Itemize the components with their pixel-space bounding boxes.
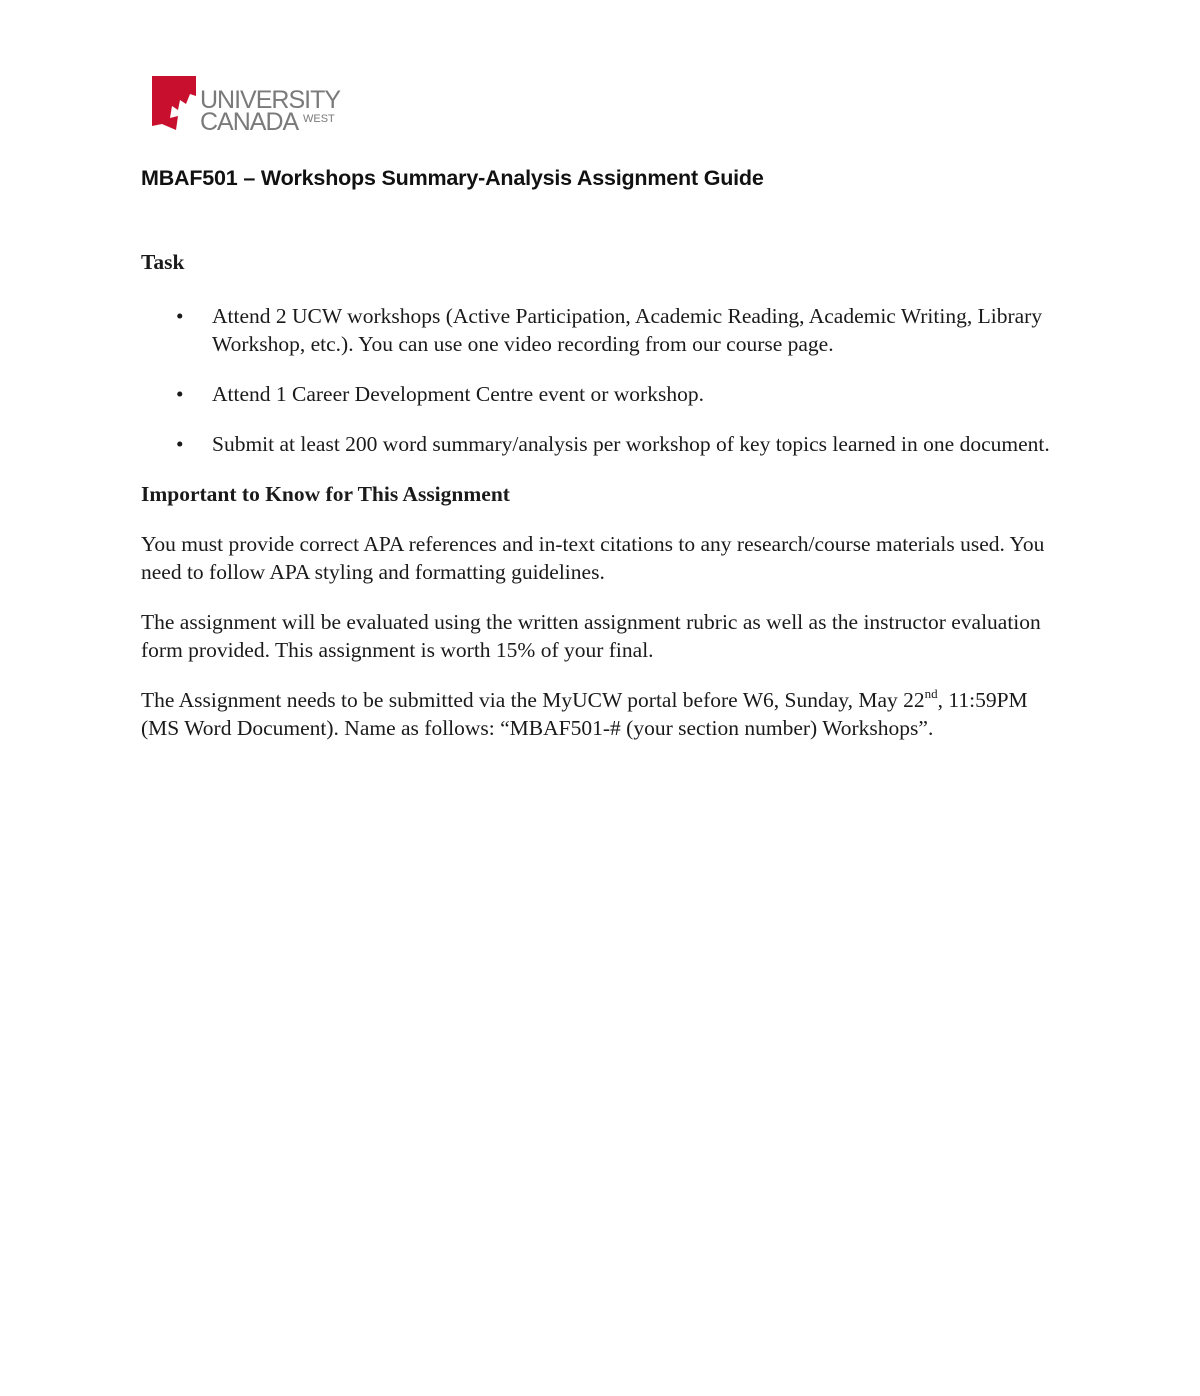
date-ordinal-suffix: nd [924, 686, 938, 701]
submission-text-start: The Assignment needs to be submitted via the MyUCW portal before W6, Sunday, May 22 [141, 688, 925, 712]
list-item [141, 430, 1061, 458]
list-item [141, 302, 1061, 358]
submission-text-end: , 11:59PM (MS Word Document). Name as follows: “MBAF501-# (your section number) Workshops”. [141, 688, 1028, 740]
logo-name-suffix: WEST [303, 113, 335, 125]
logo-name-line2: CANADA [200, 108, 299, 134]
logo-name-line1: UNIVERSITY [200, 86, 341, 114]
bullet-icon: • [176, 382, 184, 406]
task-list [141, 302, 1061, 458]
bullet-icon: • [176, 432, 184, 456]
task-heading: Task [141, 250, 185, 274]
document-body [141, 248, 1061, 742]
task-item-text: Attend 1 Career Development Centre event or workshop. [212, 382, 704, 406]
task-item-text: Attend 2 UCW workshops (Active Participation, Academic Reading, Academic Writing, Library Workshop, etc.). You can use one video recording from our course page. [212, 304, 1043, 356]
task-item-text: Submit at least 200 word summary/analysis per workshop of key topics learned in one document. [212, 432, 1050, 456]
maple-leaf-icon [152, 76, 196, 130]
important-heading: Important to Know for This Assignment [141, 482, 510, 506]
university-logo [150, 74, 350, 134]
apa-paragraph: You must provide correct APA references and in-text citations to any research/course materials used. You need to follow APA styling and formatting guidelines. [141, 532, 1045, 584]
document-title: MBAF501 – Workshops Summary-Analysis Assignment Guide [141, 166, 764, 190]
bullet-icon: • [176, 304, 184, 328]
evaluation-paragraph: The assignment will be evaluated using the written assignment rubric as well as the instructor evaluation form provided. This assignment is worth 15% of your final. [141, 610, 1041, 662]
submission-paragraph [141, 686, 1061, 742]
list-item [141, 380, 1061, 408]
